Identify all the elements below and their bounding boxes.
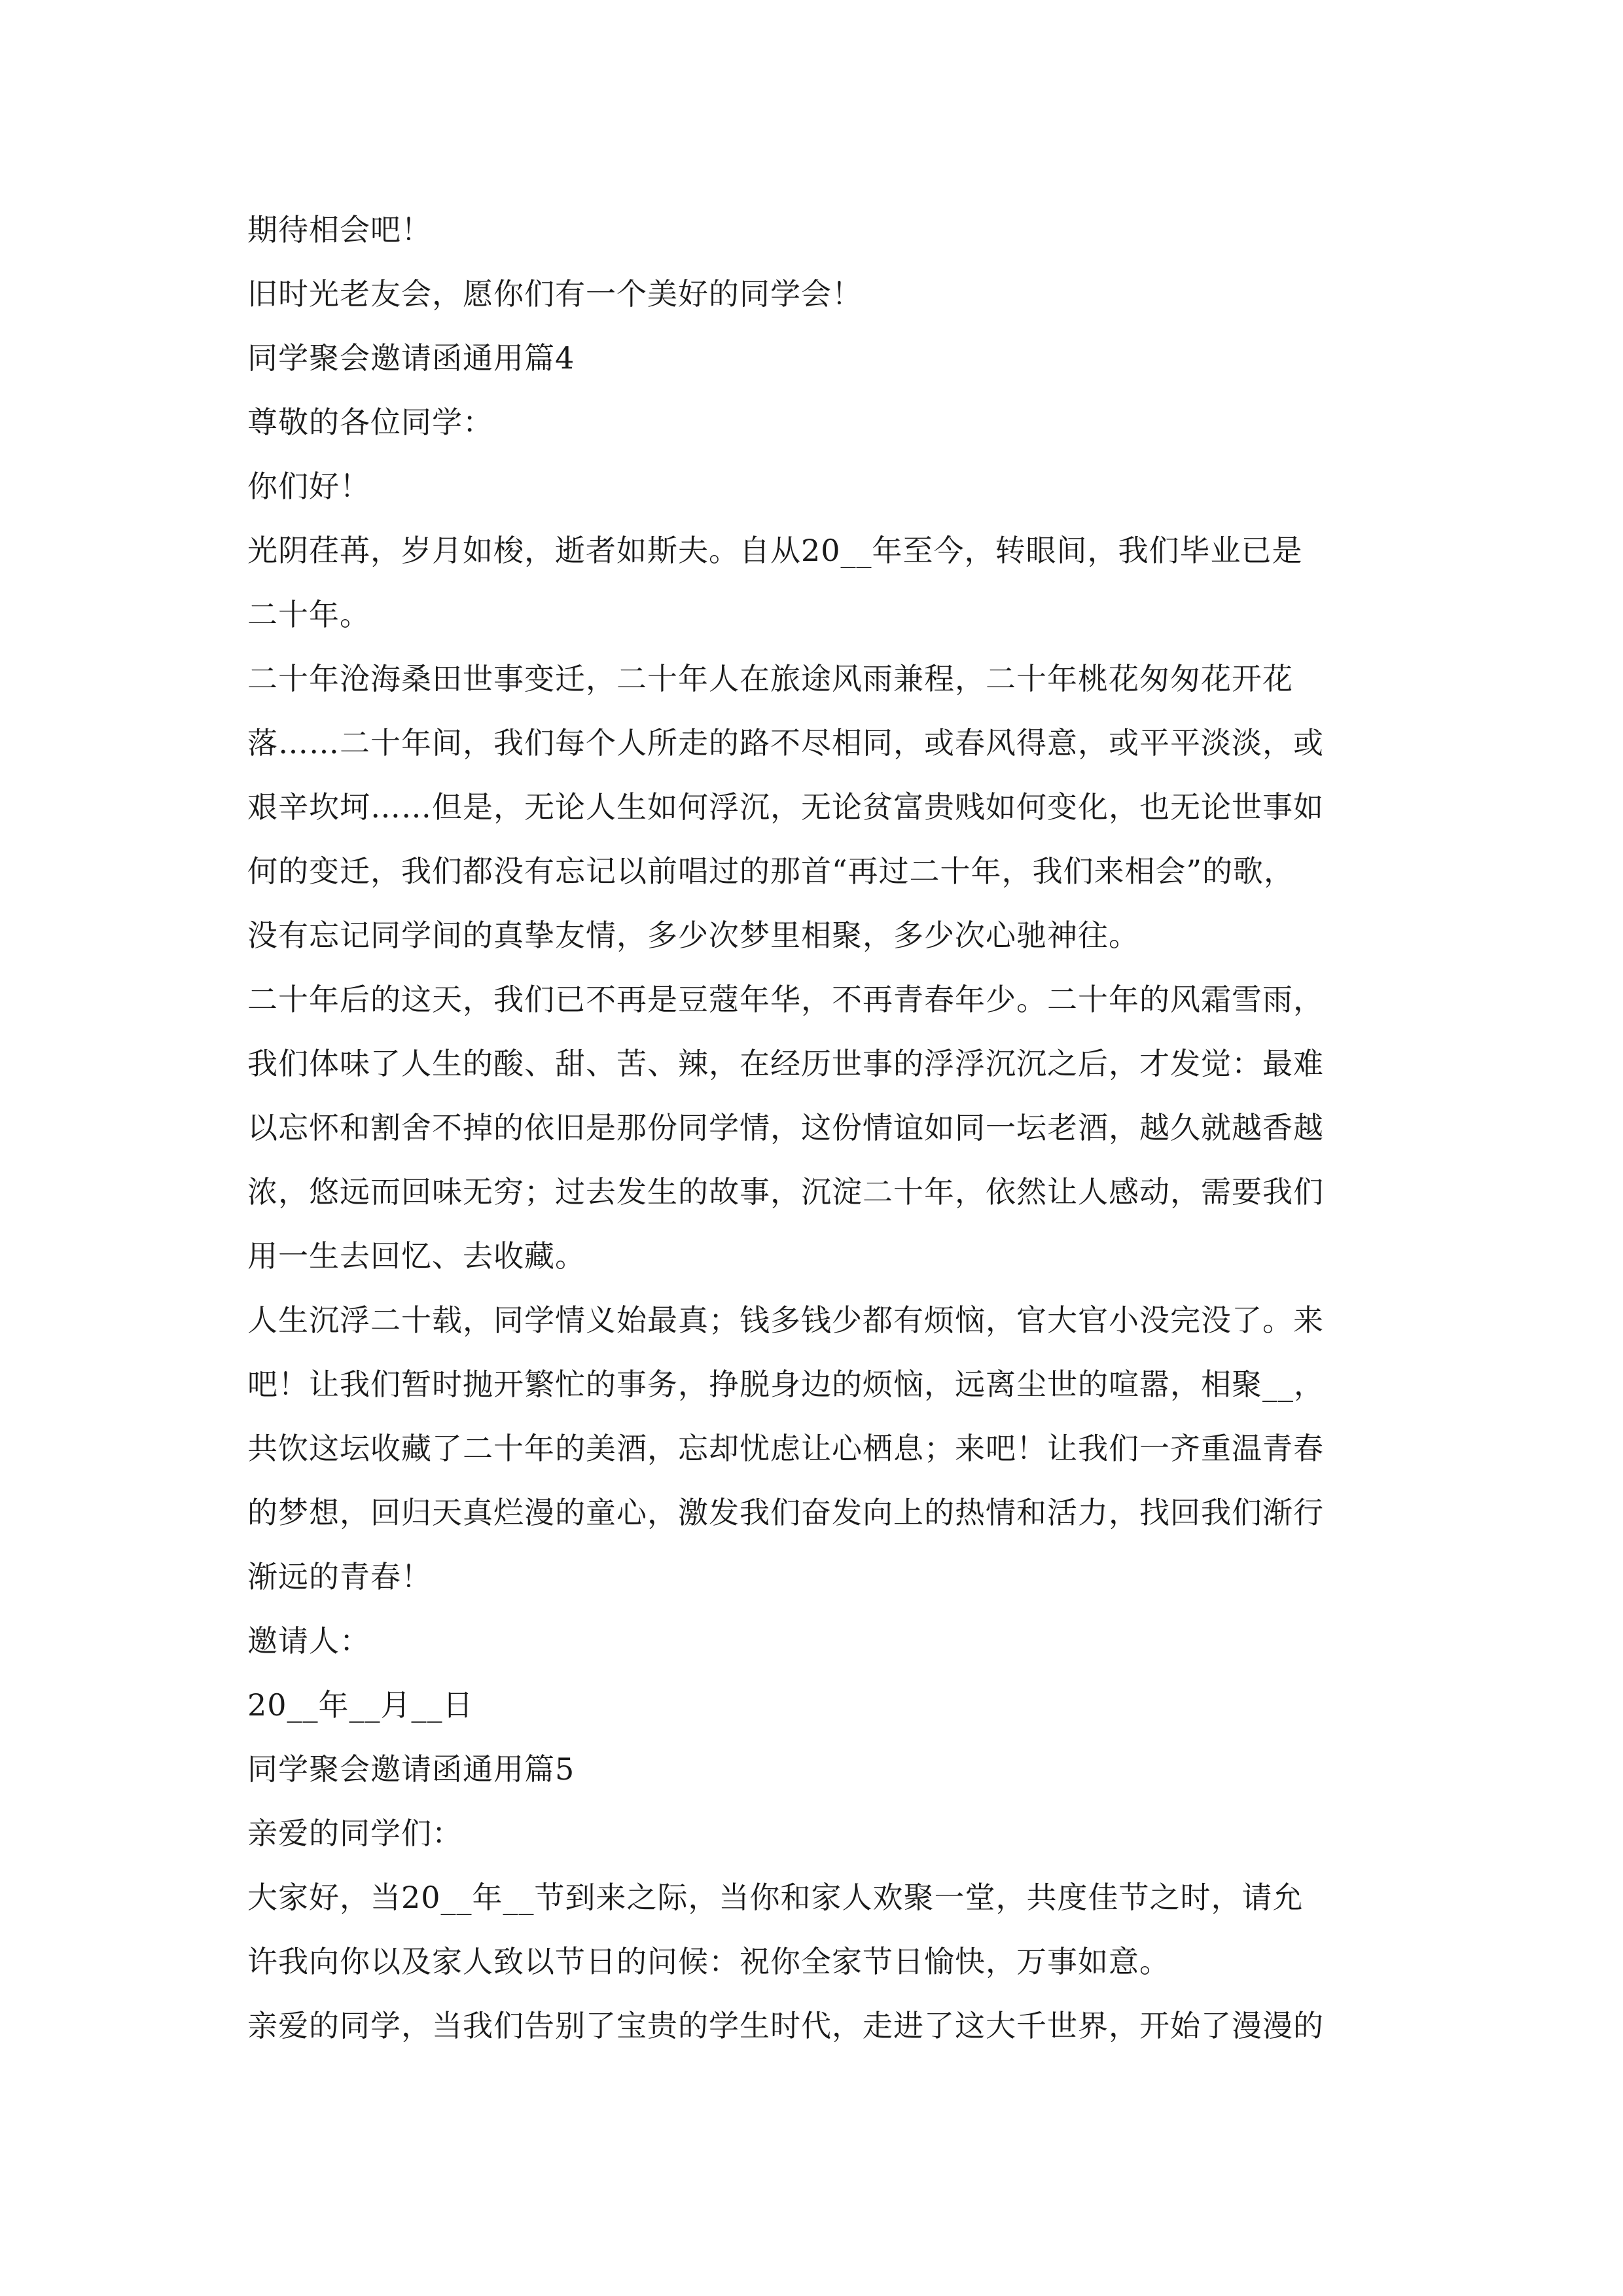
text-line: 期待相会吧！	[247, 212, 432, 247]
section-heading: 同学聚会邀请函通用篇4	[247, 340, 575, 376]
document-body	[247, 198, 1380, 2058]
text-line: 许我向你以及家人致以节日的问候：祝你全家节日愉快，万事如意。	[247, 1944, 1170, 1979]
greeting: 你们好！	[247, 469, 370, 504]
section-heading: 同学聚会邀请函通用篇5	[247, 1751, 575, 1787]
text-line: 二十年后的这天，我们已不再是豆蔻年华，不再青春年少。二十年的风霜雪雨，	[247, 982, 1324, 1017]
inviter-label: 邀请人：	[247, 1623, 370, 1659]
text-line: 用一生去回忆、去收藏。	[247, 1238, 586, 1274]
date-line: 20__年__月__日	[247, 1687, 474, 1723]
text-line: 二十年沧海桑田世事变迁，二十年人在旅途风雨兼程，二十年桃花匆匆花开花	[247, 661, 1293, 696]
text-line: 二十年。	[247, 597, 370, 632]
text-line: 人生沉浮二十载，同学情义始最真；钱多钱少都有烦恼，官大官小没完没了。来	[247, 1302, 1324, 1338]
salutation: 亲爱的同学们：	[247, 1816, 463, 1851]
text-line: 我们体味了人生的酸、甜、苦、辣，在经历世事的浮浮沉沉之后，才发觉：最难	[247, 1046, 1324, 1081]
text-line: 落……二十年间，我们每个人所走的路不尽相同，或春风得意，或平平淡淡，或	[247, 725, 1324, 761]
text-line: 共饮这坛收藏了二十年的美酒，忘却忧虑让心栖息；来吧！让我们一齐重温青春	[247, 1431, 1324, 1466]
text-line: 光阴荏苒，岁月如梭，逝者如斯夫。自从20__年至今，转眼间，我们毕业已是	[247, 533, 1303, 568]
text-line: 吧！让我们暂时抛开繁忙的事务，挣脱身边的烦恼，远离尘世的喧嚣，相聚__，	[247, 1367, 1325, 1402]
text-line: 艰辛坎坷……但是，无论人生如何浮沉，无论贫富贵贱如何变化，也无论世事如	[247, 789, 1324, 825]
text-line: 旧时光老友会，愿你们有一个美好的同学会！	[247, 276, 863, 312]
text-line: 以忘怀和割舍不掉的依旧是那份同学情，这份情谊如同一坛老酒，越久就越香越	[247, 1110, 1324, 1145]
text-line: 没有忘记同学间的真挚友情，多少次梦里相聚，多少次心驰神往。	[247, 918, 1139, 953]
text-line: 的梦想，回归天真烂漫的童心，激发我们奋发向上的热情和活力，找回我们渐行	[247, 1495, 1324, 1530]
salutation: 尊敬的各位同学：	[247, 404, 493, 440]
text-line: 亲爱的同学，当我们告别了宝贵的学生时代，走进了这大千世界，开始了漫漫的	[247, 2008, 1324, 2043]
text-line: 何的变迁，我们都没有忘记以前唱过的那首“再过二十年，我们来相会”的歌，	[247, 853, 1295, 889]
text-line: 大家好，当20__年__节到来之际，当你和家人欢聚一堂，共度佳节之时，请允	[247, 1880, 1304, 1915]
text-line: 浓，悠远而回味无穷；过去发生的故事，沉淀二十年，依然让人感动，需要我们	[247, 1174, 1324, 1210]
text-line: 渐远的青春！	[247, 1559, 432, 1594]
